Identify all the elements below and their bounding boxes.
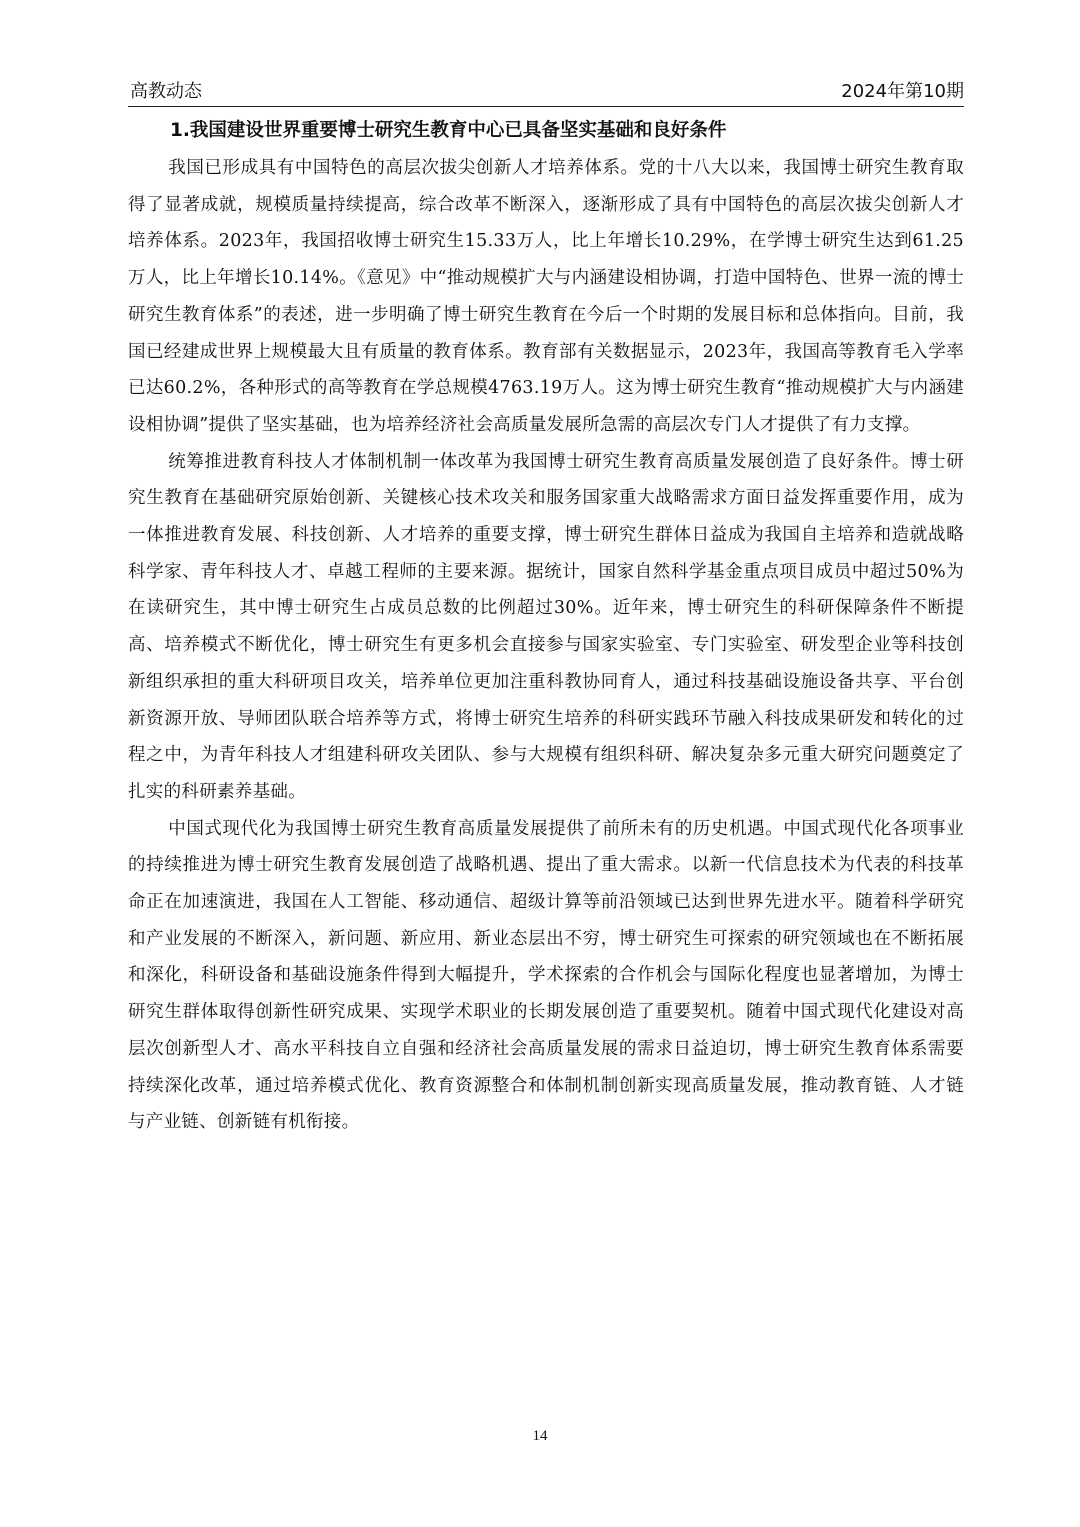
page-number: 14	[532, 1428, 548, 1444]
issue-label: 2024年第10期	[841, 81, 964, 102]
paragraph: 统筹推进教育科技人才体制机制一体改革为我国博士研究生教育高质量发展创造了良好条件。博士研究生教育在基础研究原始创新、关键核心技术攻关和服务国家重大战略需求方面日益发挥重要作用，成为一体推进教育发展、科技创新、人才培养的重要支撑，博士研究生群体日益成为我国自主培养和造就战略科学家、青年科技人才、卓越工程师的主要来源。据统计，国家自然科学基金重点项目成员中超过50%为在读研究生，其中博士研究生占成员总数的比例超过30%。近年来，博士研究生的科研保障条件不断提高、培养模式不断优化，博士研究生有更多机会直接参与国家实验室、专门实验室、研发型企业等科技创新组织承担的重大科研项目攻关，培养单位更加注重科教协同育人，通过科技基础设施设备共享、平台创新资源开放、导师团队联合培养等方式，将博士研究生培养的科研实践环节融入科技成果研发和转化的过程之中，为青年科技人才组建科研攻关团队、参与大规模有组织科研、解决复杂多元重大研究问题奠定了扎实的科研素养基础。	[128, 451, 964, 802]
section-heading: 1.我国建设世界重要博士研究生教育中心已具备坚实基础和良好条件	[170, 120, 727, 141]
running-header	[128, 78, 964, 108]
paragraph: 中国式现代化为我国博士研究生教育高质量发展提供了前所未有的历史机遇。中国式现代化各项事业的持续推进为博士研究生教育发展创造了战略机遇、提出了重大需求。以新一代信息技术为代表的科技革命正在加速演进，我国在人工智能、移动通信、超级计算等前沿领域已达到世界先进水平。随着科学研究和产业发展的不断深入，新问题、新应用、新业态层出不穷，博士研究生可探索的研究领域也在不断拓展和深化，科研设备和基础设施条件得到大幅提升，学术探索的合作机会与国际化程度也显著增加，为博士研究生群体取得创新性研究成果、实现学术职业的长期发展创造了重要契机。随着中国式现代化建设对高层次创新型人才、高水平科技自立自强和经济社会高质量发展的需求日益迫切，博士研究生教育体系需要持续深化改革，通过培养模式优化、教育资源整合和体制机制创新实现高质量发展，推动教育链、人才链与产业链、创新链有机衔接。	[128, 818, 964, 1133]
paragraph: 我国已形成具有中国特色的高层次拔尖创新人才培养体系。党的十八大以来，我国博士研究生教育取得了显著成就，规模质量持续提高，综合改革不断深入，逐渐形成了具有中国特色的高层次拔尖创新人才培养体系。2023年，我国招收博士研究生15.33万人，比上年增长10.29%，在学博士研究生达到61.25万人，比上年增长10.14%。《意见》中“推动规模扩大与内涵建设相协调，打造中国特色、世界一流的博士研究生教育体系”的表述，进一步明确了博士研究生教育在今后一个时期的发展目标和总体指向。目前，我国已经建成世界上规模最大且有质量的教育体系。教育部有关数据显示，2023年，我国高等教育毛入学率已达60.2%，各种形式的高等教育在学总规模4763.19万人。这为博士研究生教育“推动规模扩大与内涵建设相协调”提供了坚实基础，也为培养经济社会高质量发展所急需的高层次专门人才提供了有力支撑。	[128, 158, 964, 435]
article-body	[128, 112, 964, 1141]
journal-name: 高教动态	[130, 81, 202, 102]
header-rule	[128, 106, 964, 107]
